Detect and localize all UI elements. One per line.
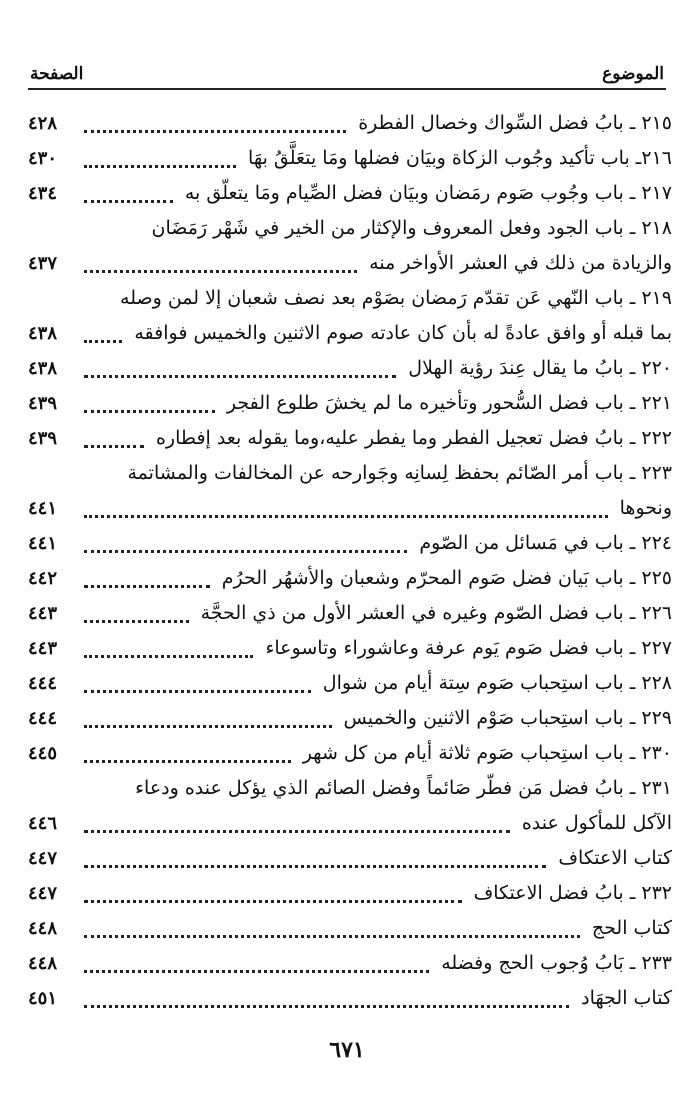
toc-entry	[28, 631, 672, 666]
dot-leader	[84, 911, 580, 946]
toc-entry	[28, 456, 672, 491]
dot-leader	[84, 946, 429, 981]
dot-leader	[84, 491, 608, 526]
toc-entry-page-number: ٤٤٥	[28, 743, 58, 764]
toc-entry-title: كتاب الجهَاد	[581, 987, 672, 1009]
dot-leader	[84, 141, 236, 176]
dot-leader	[84, 386, 215, 421]
dot-leader	[84, 246, 357, 281]
toc-entry	[28, 736, 672, 771]
toc-entry-title: ٢٣٣ ـ بَابُ وُجوب الحج وفضله	[441, 952, 672, 974]
toc-entry	[28, 666, 672, 701]
toc-entry	[28, 946, 672, 981]
toc-entry	[28, 491, 672, 526]
toc-entry-title: ٢١٩ ـ باب النّهي عَن تقدّم رَمضان بصَوْم بعد نصف شعبان إلا لمن وصله	[120, 287, 672, 309]
toc-entry-page-number: ٤٤٨	[28, 953, 58, 974]
toc-entry	[28, 106, 672, 141]
toc-entry-page-number: ٤٣٩	[28, 428, 58, 449]
toc-entry	[28, 386, 672, 421]
toc-entry	[28, 561, 672, 596]
dot-leader	[84, 596, 189, 631]
toc-entry	[28, 771, 672, 806]
toc-entry-title: ٢٢٠ ـ بابُ ما يقال عِندَ رؤية الهلال	[408, 357, 672, 379]
toc-entry-title: ٢٢٨ ـ باب استِحباب صَوم سِتة أيام من شوال	[322, 672, 672, 694]
toc-entry-page-number: ٤٤٣	[28, 638, 58, 659]
toc-entry-title: ٢٣٢ ـ بابُ فضل الاعتكاف	[473, 882, 672, 904]
toc-entry-title: ٢٢٩ ـ باب استِحباب صَوْم الاثنين والخميس	[343, 707, 672, 729]
toc-entry-page-number: ٤٣٧	[28, 253, 58, 274]
toc-entry	[28, 806, 672, 841]
toc-entry-title: ٢٢٥ ـ باب بَيان فضل صَوم المحرّم وشعبان والأشهُر الحرُم	[221, 567, 672, 589]
dot-leader	[84, 841, 546, 876]
toc-entry	[28, 281, 672, 316]
toc-entry	[28, 701, 672, 736]
toc-entry-title: ٢٢٤ ـ باب في مَسائل من الصّوم	[419, 532, 672, 554]
toc-entry-title: ٢١٦ـ باب تأكيد وجُوب الزكاة وبيَان فضلها ومَا يتعَلَّقُ بهَا	[248, 147, 672, 169]
dot-leader	[84, 806, 510, 841]
dot-leader	[84, 876, 462, 911]
toc-entry	[28, 876, 672, 911]
dot-leader	[84, 666, 311, 701]
toc-entry-title: كتاب الاعتكاف	[558, 847, 672, 869]
dot-leader	[84, 351, 396, 386]
toc-entry	[28, 316, 672, 351]
toc-entry-page-number: ٤٥١	[28, 988, 58, 1009]
dot-leader	[84, 736, 291, 771]
toc-entry	[28, 176, 672, 211]
toc-entry	[28, 246, 672, 281]
toc-entry-page-number: ٤٤٤	[28, 673, 58, 694]
dot-leader	[84, 316, 122, 351]
header-divider	[28, 88, 666, 90]
toc-entry-title: ونحوها	[619, 497, 672, 519]
topic-column-label: الموضوع	[602, 64, 664, 84]
toc-entry	[28, 141, 672, 176]
toc-entry-title: ٢٢٢ ـ بابُ فضل تعجيل الفطر وما يفطر عليه،وما يقوله بعد إفطاره	[155, 427, 672, 449]
dot-leader	[84, 176, 173, 211]
toc-entry-page-number: ٤٣٤	[28, 183, 58, 204]
dot-leader	[84, 631, 253, 666]
toc-entry	[28, 526, 672, 561]
page-column-label: الصفحة	[30, 64, 84, 84]
toc-entry-title: والزيادة من ذلك في العشر الأواخر منه	[369, 252, 672, 274]
toc-entry-page-number: ٤٤٢	[28, 568, 58, 589]
toc-entry-title: ٢٢٣ ـ باب أمر الصّائم بحفظ لِسانِه وجَوارحه عن المخالفات والمشاتمة	[127, 462, 672, 484]
toc-entry-title: ٢٣١ ـ بابُ فضل مَن فطّر صَائماً وفضل الصائم الذي يؤكل عنده ودعاء	[135, 777, 672, 799]
toc-entry	[28, 211, 672, 246]
toc-entry	[28, 421, 672, 456]
toc-entry-page-number: ٤٤١	[28, 498, 58, 519]
dot-leader	[84, 421, 144, 456]
toc-entry-page-number: ٤٤٦	[28, 813, 58, 834]
toc-entry-page-number: ٤٤٤	[28, 708, 58, 729]
toc-entry-title: ٢٣٠ ـ باب استِحباب صَوم ثلاثة أيام من كل شهر	[302, 742, 672, 764]
toc-entry-page-number: ٤٣٨	[28, 358, 58, 379]
toc-entry-page-number: ٤٤١	[28, 533, 58, 554]
toc-entry	[28, 841, 672, 876]
toc-entry-title: ٢٢٦ ـ باب فضل الصّوم وغيره في العشر الأول من ذي الحجَّة	[200, 602, 672, 624]
toc-entry-title: الآكل للمأكول عنده	[521, 812, 672, 834]
toc-entry-page-number: ٤٤٧	[28, 848, 58, 869]
toc-entry	[28, 981, 672, 1016]
toc-entry-title: ٢١٧ ـ باب وجُوب صَوم رمَضان وبيَان فضل الصِّيام ومَا يتعلّق به	[184, 182, 672, 204]
toc-entry	[28, 351, 672, 386]
toc-entry-page-number: ٤٤٧	[28, 883, 58, 904]
toc-entry-page-number: ٤٣٠	[28, 148, 58, 169]
toc-entry-page-number: ٤٣٨	[28, 323, 58, 344]
table-of-contents	[28, 106, 672, 1016]
toc-entry-title: بما قبله أو وافق عادةً له بأن كان عادته صوم الاثنين والخميس فوافقه	[134, 322, 672, 344]
dot-leader	[84, 981, 569, 1016]
page-number: ٦٧١	[329, 1037, 365, 1063]
dot-leader	[84, 561, 210, 596]
dot-leader	[84, 526, 407, 561]
toc-entry-page-number: ٤٢٨	[28, 113, 58, 134]
toc-entry-title: ٢٢٧ ـ باب فضل صَوم يَوم عرفة وعاشوراء وتاسوعاء	[265, 637, 672, 659]
toc-entry	[28, 596, 672, 631]
toc-header	[30, 58, 664, 84]
toc-entry-title: ٢١٨ ـ باب الجود وفعل المعروف والإكثار من الخير في شَهْر رَمَضَان	[151, 217, 672, 239]
dot-leader	[84, 106, 346, 141]
toc-entry-title: ٢١٥ ـ بابُ فضل السِّواك وخصال الفطرة	[358, 112, 672, 134]
toc-entry-title: ٢٢١ ـ باب فضل السُّحور وتأخيره ما لم يخشَ طلوع الفجر	[226, 392, 672, 414]
toc-entry-page-number: ٤٤٣	[28, 603, 58, 624]
toc-entry-title: كتاب الحج	[591, 917, 672, 939]
dot-leader	[84, 701, 332, 736]
toc-entry-page-number: ٤٣٩	[28, 393, 58, 414]
toc-entry	[28, 911, 672, 946]
toc-entry-page-number: ٤٤٨	[28, 918, 58, 939]
